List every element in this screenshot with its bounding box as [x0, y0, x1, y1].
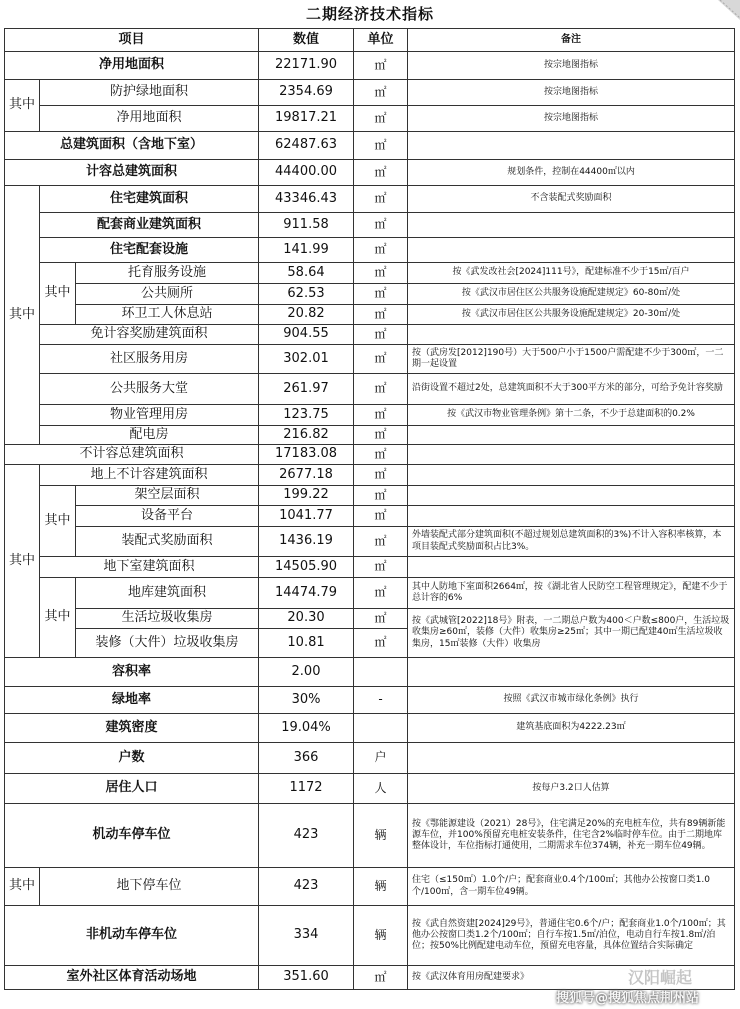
row-item: 容积率	[5, 658, 259, 687]
row-value: 334	[259, 906, 354, 966]
row-note	[408, 213, 735, 238]
table-row	[5, 426, 735, 445]
row-value: 423	[259, 868, 354, 906]
table-row	[5, 658, 735, 687]
row-value: 43346.43	[259, 186, 354, 213]
table-row	[5, 160, 735, 186]
row-note	[408, 445, 735, 465]
row-note	[408, 486, 735, 506]
row-item: 免计容奖励建筑面积	[40, 325, 259, 345]
row-note	[408, 426, 735, 445]
table-row	[5, 325, 735, 345]
row-value: 2.00	[259, 658, 354, 687]
row-unit: ㎡	[354, 132, 408, 160]
row-unit: ㎡	[354, 305, 408, 325]
row-unit: ㎡	[354, 426, 408, 445]
table-row	[5, 527, 735, 557]
row-value: 62487.63	[259, 132, 354, 160]
row-unit: ㎡	[354, 405, 408, 426]
row-item: 地下室建筑面积	[40, 557, 259, 578]
row-item: 住宅建筑面积	[40, 186, 259, 213]
row-item: 设备平台	[76, 506, 259, 527]
row-item: 装配式奖励面积	[76, 527, 259, 557]
row-item: 居住人口	[5, 774, 259, 804]
row-note: 按宗地图指标	[408, 80, 735, 106]
row-item: 户数	[5, 743, 259, 774]
row-value: 141.99	[259, 238, 354, 263]
row-value: 44400.00	[259, 160, 354, 186]
row-value: 58.64	[259, 263, 354, 284]
table-row	[5, 284, 735, 305]
table-row	[5, 405, 735, 426]
header-note: 备注	[408, 29, 735, 52]
row-unit: ㎡	[354, 374, 408, 405]
row-unit: ㎡	[354, 160, 408, 186]
row-item: 架空层面积	[76, 486, 259, 506]
table-row	[5, 238, 735, 263]
group-label: 其中	[40, 486, 76, 557]
row-value: 2677.18	[259, 465, 354, 486]
row-unit	[354, 658, 408, 687]
row-unit: ㎡	[354, 506, 408, 527]
watermark-text: 搜狐号@搜狐焦点荆州站	[556, 991, 700, 1006]
row-value: 19817.21	[259, 106, 354, 132]
row-value: 14505.90	[259, 557, 354, 578]
group-label: 其中	[40, 263, 76, 325]
row-item: 物业管理用房	[40, 405, 259, 426]
row-unit	[354, 714, 408, 743]
row-item: 不计容总建筑面积	[5, 445, 259, 465]
row-item: 社区服务用房	[40, 345, 259, 374]
row-item: 净用地面积	[40, 106, 259, 132]
row-item: 防护绿地面积	[40, 80, 259, 106]
row-value: 20.30	[259, 609, 354, 629]
table-row	[5, 578, 735, 609]
row-item: 配电房	[40, 426, 259, 445]
row-item: 非机动车停车位	[5, 906, 259, 966]
group-label: 其中	[5, 80, 40, 132]
row-note: 按（武房发[2012]190号）大于500户小于1500户需配建不少于300㎡，一二期一起设置	[408, 345, 735, 374]
table-row	[5, 743, 735, 774]
watermark-text: 汉阳崛起	[628, 968, 693, 987]
row-unit: ㎡	[354, 106, 408, 132]
row-note: 按宗地图指标	[408, 52, 735, 80]
row-unit: 户	[354, 743, 408, 774]
table-row	[5, 557, 735, 578]
group-label: 其中	[5, 868, 40, 906]
row-value: 62.53	[259, 284, 354, 305]
row-item: 装修（大件）垃圾收集房	[76, 629, 259, 658]
row-unit: ㎡	[354, 263, 408, 284]
row-note: 按照《武汉市城市绿化条例》执行	[408, 687, 735, 714]
row-note: 沿街设置不超过2处，总建筑面积不大于300平方米的部分，可给予免计容奖励	[408, 374, 735, 405]
row-value: 423	[259, 804, 354, 868]
row-unit: ㎡	[354, 186, 408, 213]
table-row	[5, 966, 735, 990]
table-row	[5, 80, 735, 106]
group-label: 其中	[5, 465, 40, 658]
row-item: 机动车停车位	[5, 804, 259, 868]
table-row	[5, 213, 735, 238]
header-unit: 单位	[354, 29, 408, 52]
row-unit: ㎡	[354, 629, 408, 658]
page-title: 二期经济技术指标	[305, 5, 434, 23]
row-note: 按《武汉体育用房配建要求》	[408, 966, 735, 990]
row-note: 住宅（≤150㎡）1.0个/户；配套商业0.4个/100㎡；其他办公按窗口类1.0个/100㎡，含一期车位49辆。	[408, 868, 735, 906]
row-note: 不含装配式奖励面积	[408, 186, 735, 213]
row-unit: 辆	[354, 804, 408, 868]
row-item: 环卫工人休息站	[76, 305, 259, 325]
row-item: 绿地率	[5, 687, 259, 714]
table-row	[5, 52, 735, 80]
row-value: 302.01	[259, 345, 354, 374]
table-row	[5, 445, 735, 465]
row-value: 366	[259, 743, 354, 774]
row-note: 按《武汉市物业管理条例》第十二条，不少于总建面积的0.2%	[408, 405, 735, 426]
row-note: 按《鄂能源建设（2021）28号》，住宅满足20%的充电桩车位，共有89辆新能源车位，并100%预留充电桩安装条件，住宅含2%临时停车位。由于二期地库整体设计，车位指标打通使用，二期需求车位374辆，补充一期车位49辆。	[408, 804, 735, 868]
table-row	[5, 774, 735, 804]
row-item: 地库建筑面积	[76, 578, 259, 609]
row-item: 托育服务设施	[76, 263, 259, 284]
row-note: 外墙装配式部分建筑面积(不超过规划总建筑面积的3%)不计入容积率核算，本项目装配式奖励面积占比3%。	[408, 527, 735, 557]
row-value: 1041.77	[259, 506, 354, 527]
row-note	[408, 743, 735, 774]
table-row	[5, 305, 735, 325]
row-note: 按《武城管[2022]18号》附表，一二期总户数为400＜户数≤800户，生活垃圾收集房≥60㎡，装修（大件）收集房≥25㎡；其中一期已配建40㎡生活垃圾收集房，15㎡装修（大件）收集房	[408, 609, 735, 658]
row-unit: 辆	[354, 868, 408, 906]
row-note: 其中人防地下室面积2664㎡，按《湖北省人民防空工程管理规定》，配建不少于总计容的6%	[408, 578, 735, 609]
header-value: 数值	[259, 29, 354, 52]
row-unit: ㎡	[354, 609, 408, 629]
row-unit: ㎡	[354, 486, 408, 506]
row-note	[408, 658, 735, 687]
row-unit: -	[354, 687, 408, 714]
row-item: 配套商业建筑面积	[40, 213, 259, 238]
table-row	[5, 804, 735, 868]
row-value: 1436.19	[259, 527, 354, 557]
row-value: 10.81	[259, 629, 354, 658]
row-note: 按每户3.2口人估算	[408, 774, 735, 804]
table-row	[5, 132, 735, 160]
table-row	[5, 868, 735, 906]
row-unit: 辆	[354, 906, 408, 966]
row-item: 生活垃圾收集房	[76, 609, 259, 629]
table-row	[5, 106, 735, 132]
row-value: 2354.69	[259, 80, 354, 106]
row-unit: ㎡	[354, 465, 408, 486]
table-row	[5, 506, 735, 527]
row-item: 地上不计容建筑面积	[40, 465, 259, 486]
row-item: 建筑密度	[5, 714, 259, 743]
table-row	[5, 687, 735, 714]
row-note: 建筑基底面积为4222.23㎡	[408, 714, 735, 743]
row-unit: ㎡	[354, 80, 408, 106]
row-note: 规划条件，控制在44400㎡以内	[408, 160, 735, 186]
row-value: 19.04%	[259, 714, 354, 743]
row-unit: ㎡	[354, 238, 408, 263]
row-value: 351.60	[259, 966, 354, 990]
row-value: 199.22	[259, 486, 354, 506]
group-label: 其中	[40, 578, 76, 658]
row-note: 按宗地图指标	[408, 106, 735, 132]
row-unit: ㎡	[354, 527, 408, 557]
row-item: 公共厕所	[76, 284, 259, 305]
row-note	[408, 506, 735, 527]
row-unit: ㎡	[354, 213, 408, 238]
row-unit: ㎡	[354, 284, 408, 305]
row-value: 22171.90	[259, 52, 354, 80]
row-unit: ㎡	[354, 345, 408, 374]
row-item: 净用地面积	[5, 52, 259, 80]
row-item: 计容总建筑面积	[5, 160, 259, 186]
table-row	[5, 714, 735, 743]
group-label: 其中	[5, 186, 40, 445]
row-note: 按《武汉市居住区公共服务设施配建规定》20-30㎡/处	[408, 305, 735, 325]
row-value: 911.58	[259, 213, 354, 238]
row-unit: ㎡	[354, 966, 408, 990]
row-note: 按《武汉市居住区公共服务设施配建规定》60-80㎡/处	[408, 284, 735, 305]
table-row	[5, 486, 735, 506]
row-unit: ㎡	[354, 445, 408, 465]
row-value: 14474.79	[259, 578, 354, 609]
table-row	[5, 906, 735, 966]
table-row	[5, 345, 735, 374]
row-value: 216.82	[259, 426, 354, 445]
row-unit: ㎡	[354, 578, 408, 609]
row-unit: 人	[354, 774, 408, 804]
table-row	[5, 465, 735, 486]
row-note: 按《武发改社会[2024]111号》，配建标准不少于15㎡/百户	[408, 263, 735, 284]
table-row	[5, 263, 735, 284]
row-unit: ㎡	[354, 52, 408, 80]
row-item: 室外社区体育活动场地	[5, 966, 259, 990]
table-row	[5, 186, 735, 213]
row-value: 261.97	[259, 374, 354, 405]
corner-fold-icon	[714, 0, 740, 22]
row-note	[408, 557, 735, 578]
tech-index-table	[4, 28, 735, 990]
row-value: 904.55	[259, 325, 354, 345]
header-row	[5, 29, 735, 52]
row-note: 按《武自然资建[2024]29号》，普通住宅0.6个/户；配套商业1.0个/100㎡；其他办公按窗口类1.2个/100㎡；自行车按1.5㎡/泊位，电动自行车按1.8㎡/泊位；按50%比例配建电动车位，预留充电容量，具体位置结合实际确定	[408, 906, 735, 966]
row-item: 总建筑面积（含地下室）	[5, 132, 259, 160]
row-value: 30%	[259, 687, 354, 714]
row-value: 17183.08	[259, 445, 354, 465]
row-item: 住宅配套设施	[40, 238, 259, 263]
row-note	[408, 238, 735, 263]
row-value: 1172	[259, 774, 354, 804]
table-row	[5, 374, 735, 405]
row-note	[408, 132, 735, 160]
table-row	[5, 609, 735, 629]
row-value: 20.82	[259, 305, 354, 325]
row-note	[408, 465, 735, 486]
row-item: 地下停车位	[40, 868, 259, 906]
row-unit: ㎡	[354, 325, 408, 345]
row-note	[408, 325, 735, 345]
row-unit: ㎡	[354, 557, 408, 578]
header-item: 项目	[5, 29, 259, 52]
row-value: 123.75	[259, 405, 354, 426]
row-item: 公共服务大堂	[40, 374, 259, 405]
